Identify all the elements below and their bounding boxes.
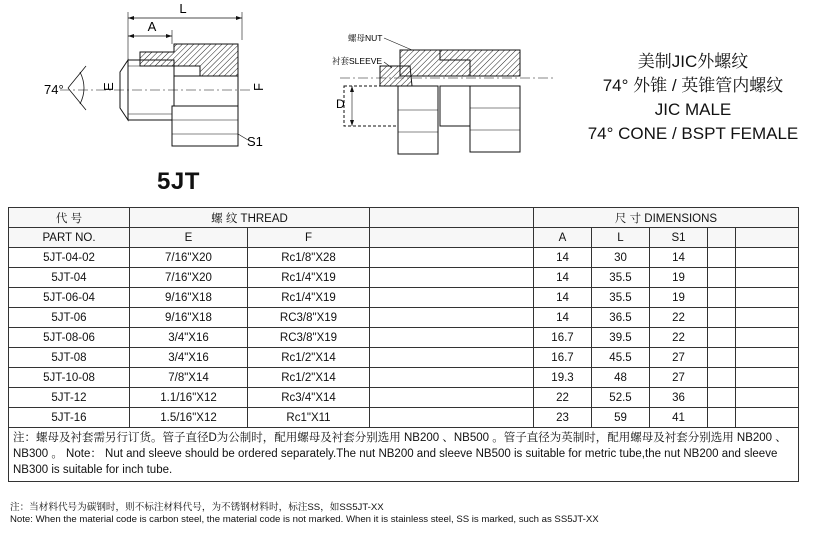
label-A: A: [147, 19, 157, 34]
cell-blank: [370, 268, 534, 288]
table-row: [9, 328, 799, 348]
header-a: A: [534, 228, 592, 248]
cell-blank: [708, 328, 736, 348]
label-angle: 74°: [44, 82, 64, 97]
cell-part: 5JT-08-06: [9, 328, 130, 348]
table-header-row-2: [9, 228, 799, 248]
title-line-3: JIC MALE: [654, 100, 732, 119]
cell-a: 14: [534, 248, 592, 268]
cell-e: 9/16"X18: [130, 308, 248, 328]
footnote-chinese: 注：当材料代号为碳钢时，则不标注材料代号，为不锈钢材料时，标注SS，如SS5JT-XX: [10, 502, 384, 513]
cell-f: Rc3/4"X14: [248, 388, 370, 408]
fitting-cross-section: [60, 44, 250, 146]
header-blank: [736, 228, 799, 248]
header-blank: [370, 228, 534, 248]
cell-a: 16.7: [534, 328, 592, 348]
label-F: F: [251, 83, 266, 91]
cell-e: 9/16"X18: [130, 288, 248, 308]
cell-blank: [370, 308, 534, 328]
product-title-block: [560, 50, 826, 146]
cell-blank: [708, 368, 736, 388]
cell-part: 5JT-04-02: [9, 248, 130, 268]
label-S1: S1: [247, 134, 263, 149]
cell-s1: 27: [650, 348, 708, 368]
header-dimensions: 尺 寸 DIMENSIONS: [534, 208, 799, 228]
cell-e: 7/16"X20: [130, 268, 248, 288]
cell-f: Rc1/2"X14: [248, 368, 370, 388]
header-thread: 螺 纹 THREAD: [130, 208, 370, 228]
cell-f: Rc1/4"X19: [248, 288, 370, 308]
cell-a: 19.3: [534, 368, 592, 388]
cell-f: Rc1/4"X19: [248, 268, 370, 288]
label-L: L: [179, 1, 187, 16]
cone-angle-indicator: [44, 66, 86, 110]
cell-blank: [370, 388, 534, 408]
cell-s1: 41: [650, 408, 708, 428]
table-row: [9, 388, 799, 408]
cell-blank: [370, 288, 534, 308]
cell-f: Rc1"X11: [248, 408, 370, 428]
cell-blank: [370, 368, 534, 388]
cell-blank: [736, 348, 799, 368]
cell-e: 3/4"X16: [130, 328, 248, 348]
cell-blank: [736, 388, 799, 408]
table-row: [9, 368, 799, 388]
cell-l: 35.5: [592, 288, 650, 308]
cell-s1: 19: [650, 288, 708, 308]
title-line-2: 74° 外锥 / 英锥管内螺纹: [602, 76, 784, 95]
cell-blank: [708, 388, 736, 408]
table-header-row-1: [9, 208, 799, 228]
table-row: [9, 248, 799, 268]
cell-blank: [736, 408, 799, 428]
cell-a: 14: [534, 288, 592, 308]
cell-part: 5JT-10-08: [9, 368, 130, 388]
table-row: [9, 348, 799, 368]
model-number: 5JT: [157, 168, 200, 195]
spec-table: [8, 207, 799, 482]
header-f: F: [248, 228, 370, 248]
cell-blank: [736, 368, 799, 388]
cell-s1: 14: [650, 248, 708, 268]
header-blank: [708, 228, 736, 248]
label-E: E: [101, 82, 116, 91]
cell-part: 5JT-04: [9, 268, 130, 288]
label-sleeve: 衬套SLEEVE: [332, 56, 383, 66]
cell-blank: [708, 248, 736, 268]
title-line-4: 74° CONE / BSPT FEMALE: [587, 124, 799, 143]
cell-part: 5JT-12: [9, 388, 130, 408]
cell-blank: [708, 288, 736, 308]
cell-e: 1.5/16"X12: [130, 408, 248, 428]
assembly-cross-section: [332, 33, 555, 154]
cell-blank: [708, 308, 736, 328]
cell-f: Rc1/8"X28: [248, 248, 370, 268]
cell-a: 23: [534, 408, 592, 428]
cell-s1: 27: [650, 368, 708, 388]
cell-blank: [708, 268, 736, 288]
table-row: [9, 408, 799, 428]
table-note-row: [9, 428, 799, 482]
dimension-A: [128, 19, 172, 44]
label-D: D: [336, 97, 345, 111]
cell-s1: 19: [650, 268, 708, 288]
footnote-english: Note: When the material code is carbon steel, the material code is not marked. When it is stainless steel, SS is marked, such as SS5JT-XX: [10, 514, 599, 525]
cell-a: 22: [534, 388, 592, 408]
label-nut: 螺母NUT: [348, 33, 383, 43]
table-row: [9, 308, 799, 328]
cell-blank: [708, 348, 736, 368]
cell-part: 5JT-16: [9, 408, 130, 428]
cell-l: 59: [592, 408, 650, 428]
cell-l: 36.5: [592, 308, 650, 328]
cell-blank: [370, 328, 534, 348]
cell-l: 48: [592, 368, 650, 388]
header-s1: S1: [650, 228, 708, 248]
header-l: L: [592, 228, 650, 248]
cell-e: 7/8"X14: [130, 368, 248, 388]
cell-blank: [370, 408, 534, 428]
cell-l: 45.5: [592, 348, 650, 368]
cell-f: RC3/8"X19: [248, 308, 370, 328]
header-blank: [370, 208, 534, 228]
cell-a: 16.7: [534, 348, 592, 368]
cell-blank: [736, 308, 799, 328]
cell-s1: 36: [650, 388, 708, 408]
cell-l: 52.5: [592, 388, 650, 408]
cell-blank: [736, 328, 799, 348]
cell-part: 5JT-06-04: [9, 288, 130, 308]
cell-blank: [736, 268, 799, 288]
cell-blank: [736, 248, 799, 268]
cell-part: 5JT-08: [9, 348, 130, 368]
table-row: [9, 288, 799, 308]
cell-l: 30: [592, 248, 650, 268]
header-part-no: PART NO.: [9, 228, 130, 248]
cell-e: 3/4"X16: [130, 348, 248, 368]
cell-l: 35.5: [592, 268, 650, 288]
cell-a: 14: [534, 268, 592, 288]
cell-l: 39.5: [592, 328, 650, 348]
cell-a: 14: [534, 308, 592, 328]
cell-s1: 22: [650, 328, 708, 348]
table-row: [9, 268, 799, 288]
cell-blank: [370, 248, 534, 268]
table-note: 注：螺母及衬套需另行订货。管子直径D为公制时，配用螺母及衬套分别选用 NB200 、NB500 。管子直径为英制时，配用螺母及衬套分别选用 NB200 、NB300 。 Note： Nut and sleeve should be ordered separately.The nut NB200 and sleeve NB500 is suitable for metric tube,the nut NB200 and sleeve NB300 is suitable for inch tube.: [9, 428, 799, 482]
cell-s1: 22: [650, 308, 708, 328]
header-e: E: [130, 228, 248, 248]
cell-blank: [736, 288, 799, 308]
cell-e: 1.1/16"X12: [130, 388, 248, 408]
header-code: 代 号: [9, 208, 130, 228]
cell-f: Rc1/2"X14: [248, 348, 370, 368]
cell-f: RC3/8"X19: [248, 328, 370, 348]
cell-part: 5JT-06: [9, 308, 130, 328]
title-line-1: 美制JIC外螺纹: [637, 52, 749, 71]
cell-e: 7/16"X20: [130, 248, 248, 268]
cell-blank: [370, 348, 534, 368]
cell-blank: [708, 408, 736, 428]
